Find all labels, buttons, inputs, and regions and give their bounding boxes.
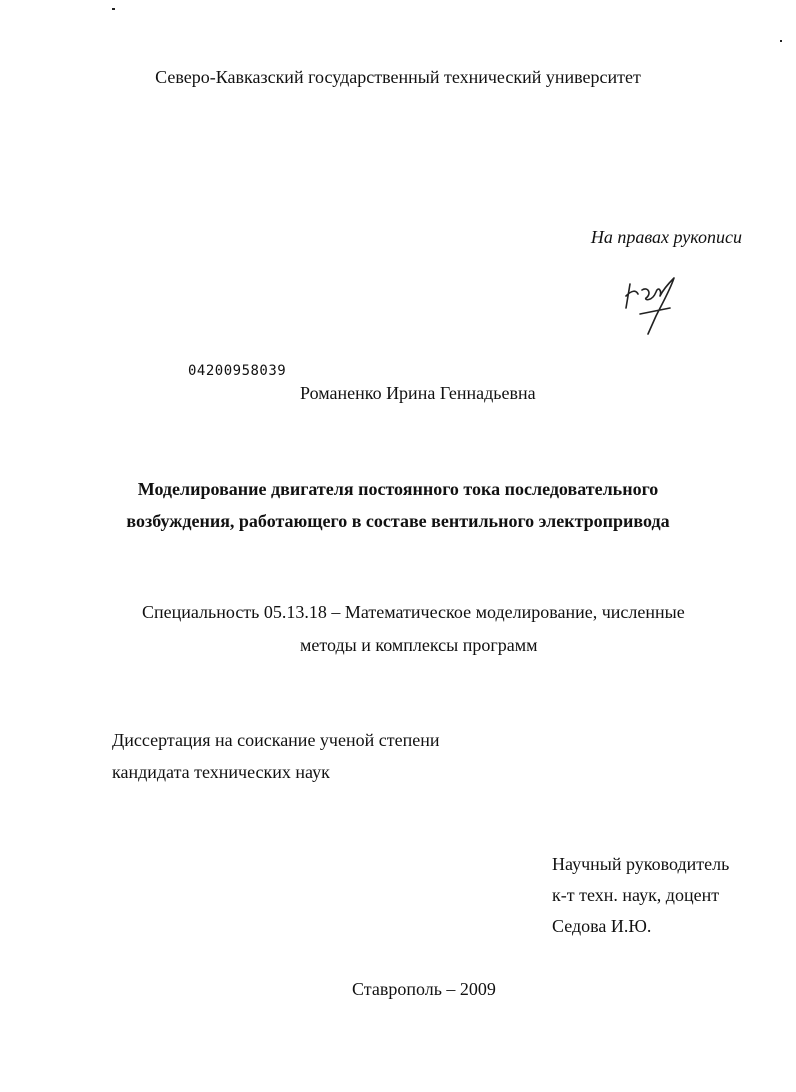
- title-line-1: Моделирование двигателя постоянного тока последовательного: [137, 479, 659, 499]
- supervisor-degree: к-т техн. наук, доцент: [552, 885, 720, 905]
- author-name: Романенко Ирина Геннадьевна: [300, 383, 536, 403]
- university-name: Северо-Кавказский государственный технический университет: [155, 67, 641, 87]
- supervisor-name: Седова И.Ю.: [552, 916, 652, 936]
- supervisor-role: Научный руководитель: [552, 854, 730, 874]
- registration-number: 04200958039: [188, 363, 287, 379]
- city-year: Ставрополь – 2009: [352, 979, 496, 999]
- specialty-line-1: Специальность 05.13.18 – Математическое моделирование, численные: [142, 602, 685, 622]
- scan-speck: [780, 40, 782, 42]
- title-line-2: возбуждения, работающего в составе вентильного электропривода: [126, 511, 670, 531]
- dissertation-line-2: кандидата технических наук: [112, 762, 330, 782]
- specialty-line-2: методы и комплексы программ: [300, 635, 538, 655]
- signature-mark: [618, 268, 688, 340]
- dissertation-line-1: Диссертация на соискание ученой степени: [112, 730, 440, 750]
- scan-speck: [112, 8, 115, 10]
- manuscript-rights-label: На правах рукописи: [590, 227, 742, 247]
